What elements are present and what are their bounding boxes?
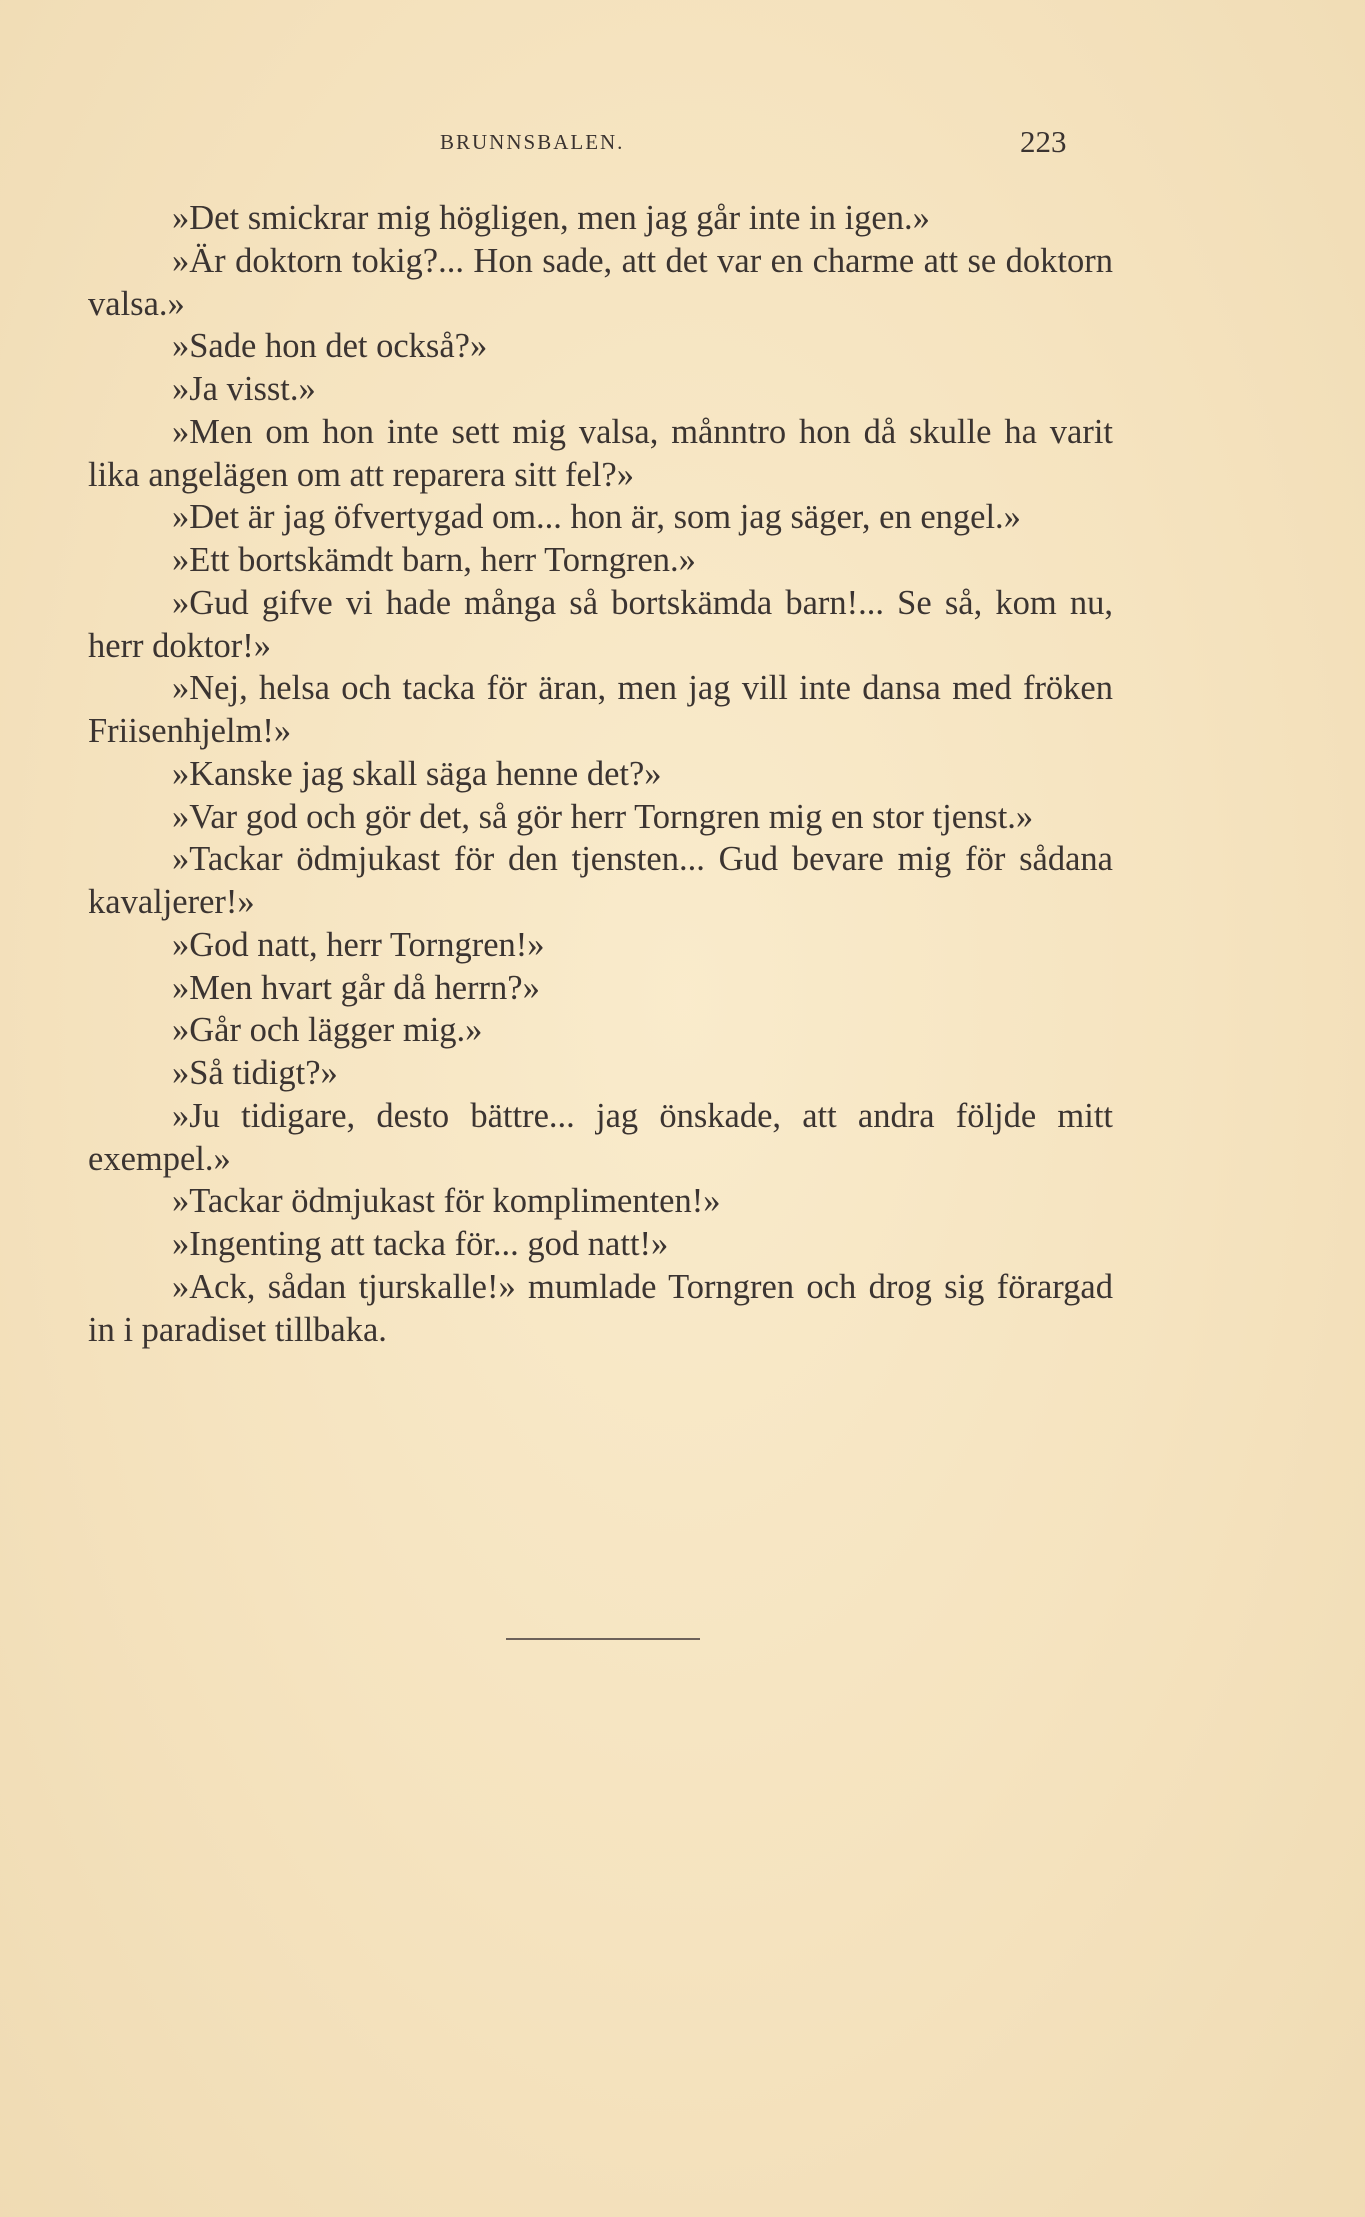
paragraph: »Var god och gör det, så gör herr Torngren mig en stor tjenst.» [172,797,1034,836]
paragraph: »Kanske jag skall säga henne det?» [172,754,662,793]
page-number: 223 [1020,124,1067,159]
paragraph: »Ju tidigare, desto bättre... jag önskade, att andra följde mitt exempel.» [88,1096,1113,1178]
paragraph: »Ja visst.» [172,370,316,408]
paragraph: »Tackar ödmjukast för komplimenten!» [172,1182,721,1221]
paragraph: »God natt, herr Torngren!» [172,925,545,964]
paragraph: »Det är jag öfvertygad om... hon är, som jag säger, en engel.» [172,498,1021,537]
paragraph: »Går och lägger mig.» [172,1011,483,1050]
running-title: BRUNNSBALEN. [440,130,625,154]
paragraph: »Det smickrar mig högligen, men jag går inte in igen.» [172,199,930,237]
paragraph: »Men hvart går då herrn?» [172,968,540,1007]
paragraph: »Tackar ödmjukast för den tjensten... Gud bevare mig för sådana kavaljerer!» [88,840,1113,921]
paragraph: »Är doktorn tokig?... Hon sade, att det var en charme att se doktorn valsa.» [88,241,1113,323]
paragraph: »Gud gifve vi hade många så bortskämda barn!... Se så, kom nu, herr doktor!» [88,583,1113,665]
paragraph: »Ingenting att tacka för... god natt!» [172,1225,669,1263]
paragraph: »Så tidigt?» [172,1054,338,1092]
section-divider [506,1638,700,1640]
paragraph: »Ack, sådan tjurskalle!» mumlade Torngren och drog sig förargad in i paradiset tillbaka. [88,1267,1113,1349]
paragraph: »Ett bortskämdt barn, herr Torngren.» [172,541,696,579]
running-head [0,124,1365,164]
paragraph: »Sade hon det också?» [172,327,488,366]
body-text [88,197,1113,1351]
paragraph: »Men om hon inte sett mig valsa, månntro hon då skulle ha varit lika angelägen om att reparera sitt fel?» [88,412,1113,494]
paragraph: »Nej, helsa och tacka för äran, men jag vill inte dansa med fröken Friisenhjelm!» [88,669,1113,750]
